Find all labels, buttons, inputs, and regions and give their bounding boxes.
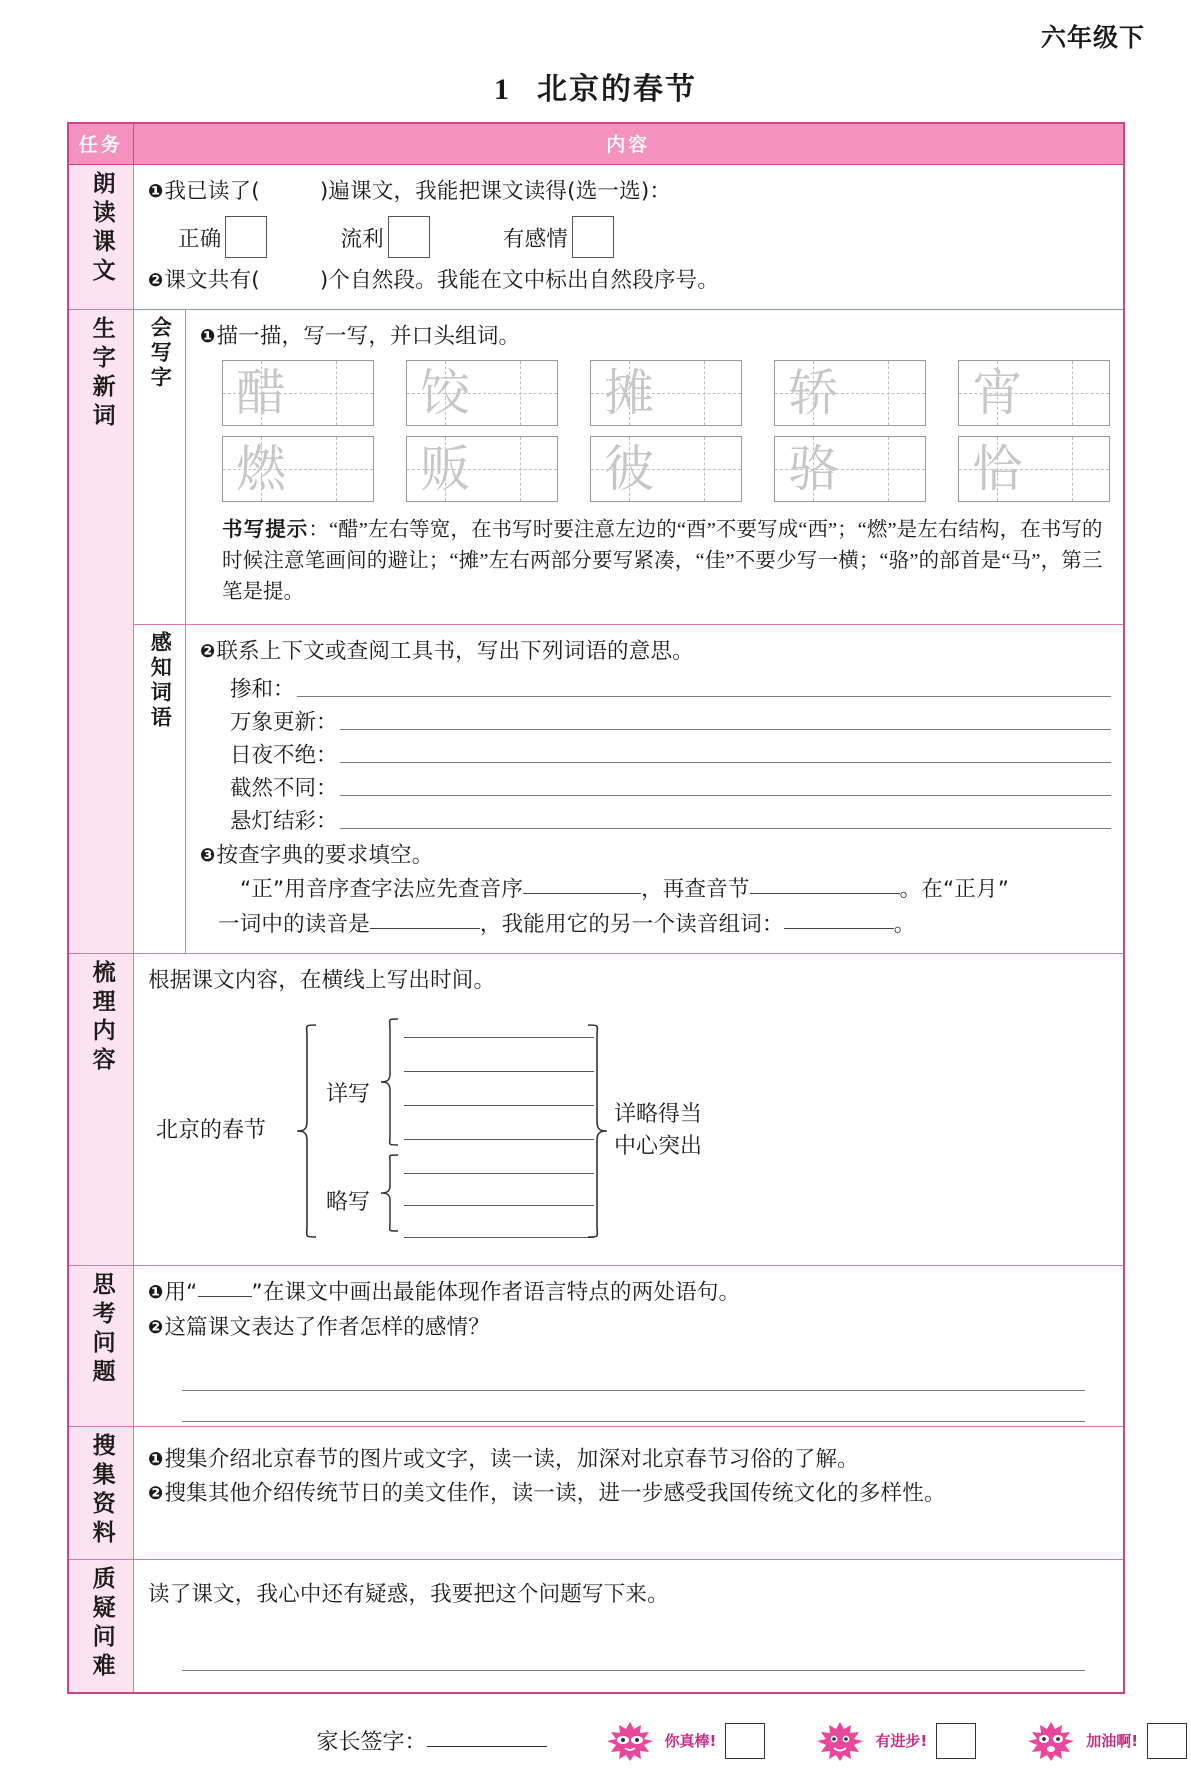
marker-1: ❶ [148, 181, 164, 202]
choice-emotional: 有感情 [503, 216, 618, 258]
writing-tip-title: 书写提示 [222, 517, 309, 542]
answer-line[interactable] [182, 1640, 1085, 1671]
lesson-title: 北京的春节 [537, 72, 697, 107]
thinking-item-2: ❷这篇课文表达了作者怎样的感情？ [148, 1314, 490, 1340]
signature-line[interactable] [427, 1746, 547, 1747]
char-glyph: 摊 [604, 364, 655, 423]
vocab-row [230, 672, 1111, 703]
brief-brace-icon [378, 1153, 402, 1233]
checkbox-correct[interactable] [225, 216, 267, 258]
answer-line[interactable] [340, 729, 1111, 730]
answer-line[interactable] [340, 828, 1111, 829]
header-task: 任务 [68, 123, 134, 165]
outline-blank[interactable] [404, 1205, 594, 1206]
answer-line[interactable] [340, 795, 1111, 796]
answer-blank[interactable] [784, 928, 894, 929]
outline-blank[interactable] [404, 1071, 594, 1072]
reading-item-1: ❶我已读了( )遍课文，我能把课文读得(选一选)： [148, 179, 672, 204]
char-cell[interactable] [406, 436, 558, 502]
char-grid-row-2 [222, 436, 1111, 502]
answer-line[interactable] [182, 1360, 1085, 1391]
footer [67, 1704, 1139, 1778]
answer-blank[interactable] [523, 893, 641, 894]
answer-line[interactable] [297, 696, 1111, 697]
detail-brace-icon [378, 1017, 402, 1147]
sub-label-writing: 会写字 [134, 309, 186, 624]
answer-blank[interactable] [370, 928, 480, 929]
cell-vocabulary [186, 624, 1124, 953]
row-research [68, 1426, 1124, 1559]
research-item-1: ❶搜集介绍北京春节的图片或文字，读一读，加深对北京春节习俗的了解。 [148, 1446, 859, 1472]
marker-1: ❶ [148, 1281, 164, 1303]
char-glyph: 贩 [420, 440, 471, 499]
writing-tip [222, 514, 1103, 607]
vocab-item-3: ❸按查字典的要求填空。 [200, 842, 434, 868]
row-characters [68, 309, 1124, 624]
char-cell[interactable] [222, 436, 374, 502]
marker-2: ❷ [148, 1316, 164, 1338]
parent-signature-label: 家长签字： [316, 1730, 427, 1756]
row-vocabulary [68, 624, 1124, 953]
marker-1: ❶ [200, 325, 216, 347]
task-label-research: 搜集资料 [68, 1426, 134, 1559]
stamp-checkbox[interactable] [936, 1723, 976, 1759]
stamp-label: 加油啊! [1086, 1732, 1139, 1751]
char-cell[interactable] [774, 436, 926, 502]
dict-line-1: “正”用音序查字法应先查音序 ，再查音节 。在“正月” [240, 877, 1010, 903]
page-title [24, 52, 1167, 122]
row-reading [68, 165, 1124, 310]
sun-face-icon [601, 1721, 659, 1761]
stamp-cheer[interactable] [1022, 1721, 1187, 1761]
stamp-group [601, 1721, 1188, 1761]
vocab-word: 日夜不绝： [230, 742, 338, 768]
task-label-newwords: 生字新词 [68, 309, 134, 953]
char-glyph: 轿 [788, 364, 839, 423]
stamp-label: 你真棒! [664, 1732, 717, 1751]
marker-1: ❶ [148, 1448, 164, 1470]
dict-line-2: 一词中的读音是 ，我能用它的另一个读音组词： 。 [218, 912, 916, 938]
underline-marker [198, 1296, 252, 1297]
vocab-item-2: ❷联系上下文或查阅工具书，写出下列词语的意思。 [200, 638, 694, 664]
char-cell[interactable] [590, 436, 742, 502]
char-cell[interactable] [590, 360, 742, 426]
cell-research [134, 1426, 1124, 1559]
char-cell[interactable] [958, 360, 1110, 426]
outline-result-1: 详略得当 [614, 1101, 703, 1127]
stamp-great[interactable] [601, 1721, 766, 1761]
writing-tip-text: ：“醋”左右等宽，在书写时要注意左边的“酉”不要写成“西”；“燃”是左右结构，在书写的时候注意笔画间的避让；“摊”左右两部分要写紧凑，“佳”不要少写一横；“骆”的部首是“马”，第三笔是提。 [222, 519, 1103, 603]
marker-3: ❸ [200, 844, 216, 866]
choice-fluent: 流利 [340, 216, 433, 258]
marker-2: ❷ [148, 269, 164, 291]
thinking-item-1: ❶用“ ”在课文中画出最能体现作者语言特点的两处语句。 [148, 1279, 741, 1305]
outline-blank[interactable] [404, 1173, 594, 1174]
task-label-outline: 梳理内容 [68, 954, 134, 1266]
char-glyph: 饺 [420, 364, 471, 423]
char-grid-row-1 [222, 360, 1111, 426]
answer-blank[interactable] [750, 893, 900, 894]
row-thinking [68, 1265, 1124, 1426]
row-outline [68, 954, 1124, 1266]
char-glyph: 恰 [972, 440, 1023, 499]
stamp-progress[interactable] [811, 1721, 976, 1761]
char-cell[interactable] [774, 360, 926, 426]
answer-line[interactable] [340, 762, 1111, 763]
outline-result-2: 中心突出 [614, 1133, 703, 1159]
vocab-row [230, 771, 1111, 802]
char-cell[interactable] [958, 436, 1110, 502]
questioning-item-1: 读了课文，我心中还有疑惑，我要把这个问题写下来。 [148, 1581, 669, 1607]
outer-brace-icon [294, 1023, 320, 1239]
outline-detail-label: 详写 [326, 1081, 371, 1107]
task-label-thinking: 思考问题 [68, 1265, 134, 1426]
vocab-row [230, 705, 1111, 736]
result-brace-icon [586, 1023, 610, 1239]
outline-diagram [148, 1005, 1111, 1255]
outline-blank[interactable] [404, 1237, 594, 1238]
char-glyph: 燃 [236, 440, 286, 499]
char-cell[interactable] [222, 360, 374, 426]
sun-face-icon [811, 1721, 869, 1761]
answer-line[interactable] [182, 1391, 1085, 1422]
task-label-questioning: 质疑问难 [68, 1559, 134, 1693]
header-content: 内容 [134, 123, 1124, 165]
research-item-2: ❷搜集其他介绍传统节日的美文佳作，读一读，进一步感受我国传统文化的多样性。 [148, 1481, 946, 1507]
checkbox-fluent[interactable] [388, 216, 430, 258]
char-glyph: 骆 [788, 440, 839, 499]
outline-blank[interactable] [404, 1139, 594, 1140]
outline-intro: 根据课文内容，在横线上写出时间。 [148, 968, 496, 994]
vocab-word: 截然不同： [230, 775, 338, 801]
vocab-word: 悬灯结彩： [230, 808, 338, 834]
cell-reading [134, 165, 1124, 310]
char-cell[interactable] [406, 360, 558, 426]
cell-characters [186, 309, 1124, 624]
char-glyph: 宵 [972, 364, 1023, 423]
sub-label-vocab: 感知词语 [134, 624, 186, 953]
outline-blank[interactable] [404, 1037, 594, 1038]
cell-outline [134, 954, 1124, 1266]
choice-correct: 正确 [178, 216, 271, 258]
vocab-word: 万象更新： [230, 709, 338, 735]
vocab-row [230, 804, 1111, 835]
parent-signature [317, 1725, 547, 1756]
marker-2: ❷ [148, 1483, 164, 1505]
row-questioning [68, 1559, 1124, 1693]
outline-root-label: 北京的春节 [156, 1117, 267, 1143]
lesson-number: 1 [494, 73, 511, 106]
vocab-row [230, 738, 1111, 769]
characters-item-1: ❶描一描，写一写，并口头组词。 [200, 323, 521, 349]
checkbox-emotional[interactable] [572, 216, 614, 258]
table-header-row [68, 123, 1124, 165]
stamp-label: 有进步! [875, 1732, 928, 1751]
cell-thinking [134, 1265, 1124, 1426]
char-glyph: 醋 [236, 364, 286, 423]
stamp-checkbox[interactable] [1147, 1723, 1187, 1759]
reading-item-2: ❷课文共有( )个自然段。我能在文中标出自然段序号。 [148, 267, 720, 293]
reading-choices [148, 216, 1111, 258]
outline-brief-label: 略写 [326, 1189, 371, 1215]
char-glyph: 彼 [604, 440, 655, 499]
task-label-reading: 朗读课文 [68, 165, 134, 310]
sun-face-icon [1022, 1721, 1080, 1761]
grade-label: 六年级下 [1040, 23, 1145, 52]
outline-blank[interactable] [404, 1105, 594, 1106]
marker-2: ❷ [200, 640, 216, 662]
stamp-checkbox[interactable] [725, 1723, 765, 1759]
cell-questioning [134, 1559, 1124, 1693]
worksheet-table [67, 122, 1125, 1694]
vocab-word: 掺和： [230, 676, 295, 702]
